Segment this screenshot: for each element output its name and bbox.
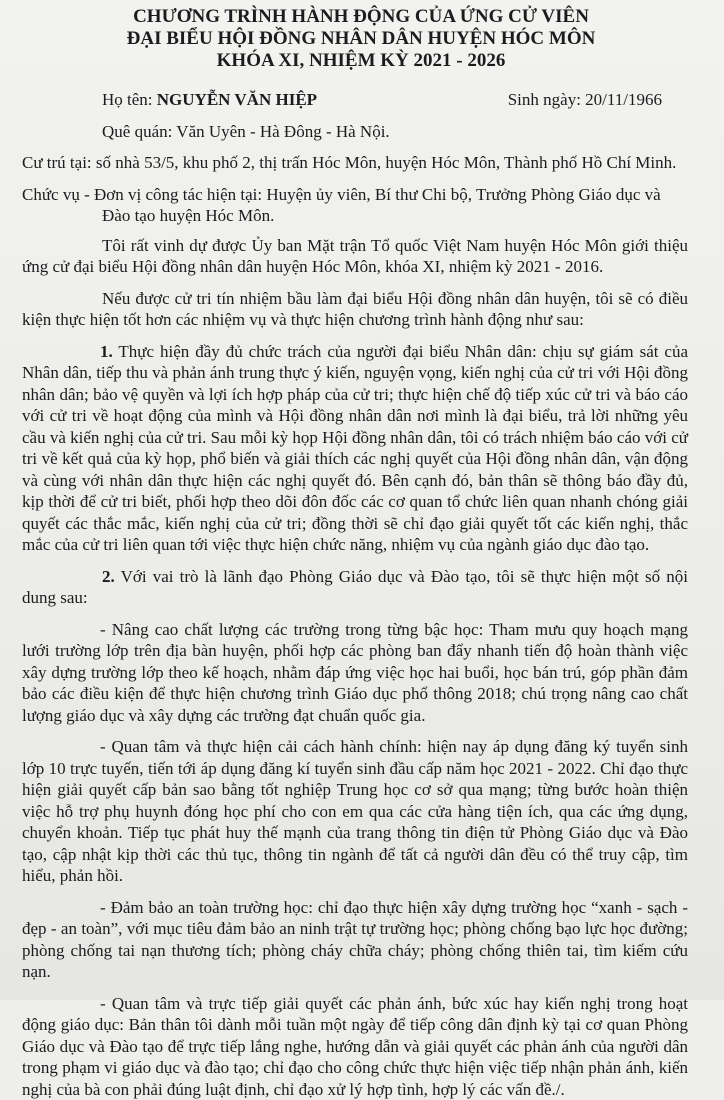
- candidate-info: [102, 89, 688, 227]
- title-line-2: ĐẠI BIỂU HỘI ĐỒNG NHÂN DÂN HUYỆN HÓC MÔN: [34, 28, 688, 50]
- title-line-3: KHÓA XI, NHIỆM KỲ 2021 - 2026: [34, 50, 688, 72]
- residence-line: [22, 152, 688, 174]
- dob-field: [508, 89, 662, 111]
- bullet-paragraph: - Đảm bảo an toàn trường học: chỉ đạo thực hiện xây dựng trường học “xanh - sạch - đẹp - an toàn”, với mục tiêu đảm bảo an ninh trật tự trường học; phòng chống bạo lực học đường; phòng chống tai nạn thương tích; phòng cháy chữa cháy; phòng chống thiên tai, tìm kiếm cứu nạn.: [22, 897, 688, 983]
- bullet-paragraph: - Quan tâm và trực tiếp giải quyết các phản ánh, bức xúc hay kiến nghị trong hoạt động giáo dục: Bản thân tôi dành mỗi tuần một ngày để tiếp công dân định kỳ tại cơ quan Phòng Giáo dục và Đào tạo để trực tiếp lắng nghe, hướng dẫn và giải quyết các phản ánh của người dân trong phạm vi giáo dục và đào tạo; chỉ đạo cho công chức thực hiện việc tiếp nhận phản ánh, kiến nghị của bà con phải đúng luật định, chỉ đạo xử lý hợp tình, hợp lý các vấn đề./.: [22, 993, 688, 1100]
- section-2-text: Với vai trò là lãnh đạo Phòng Giáo dục và Đào tạo, tôi sẽ thực hiện một số nội dung sau:: [22, 567, 688, 608]
- candidate-name: NGUYỄN VĂN HIỆP: [157, 90, 317, 109]
- residence-value: số nhà 53/5, khu phố 2, thị trấn Hóc Môn, huyện Hóc Môn, Thành phố Hồ Chí Minh.: [96, 153, 676, 172]
- section-1-number: 1.: [100, 342, 113, 361]
- section-2: [22, 566, 688, 609]
- intro-paragraph: Tôi rất vinh dự được Ủy ban Mặt trận Tổ quốc Việt Nam huyện Hóc Môn giới thiệu ứng cử đại biểu Hội đồng nhân dân huyện Hóc Môn, khóa XI, nhiệm kỳ 2021 - 2016.: [22, 235, 688, 278]
- name-field: [102, 89, 317, 111]
- residence-label: Cư trú tại:: [22, 153, 96, 172]
- candidate-dob: 20/11/1966: [585, 90, 662, 109]
- hometown-line: [102, 121, 688, 143]
- bullet-paragraph: - Nâng cao chất lượng các trường trong từng bậc học: Tham mưu quy hoạch mạng lưới trường lớp trên địa bàn huyện, phối hợp các phòng ban đẩy nhanh tiến độ hoàn thành việc xây dựng trường lớp theo kế hoạch, nhằm đáp ứng việc học hai buổi, học bán trú, góp phần đảm bảo các điều kiện để thực hiện chương trình Giáo dục phổ thông 2018; chú trọng nâng cao chất lượng giáo dục và xây dựng các trường đạt chuẩn quốc gia.: [22, 619, 688, 727]
- document-body: [22, 235, 688, 1100]
- dob-label: Sinh ngày:: [508, 90, 585, 109]
- position-label: Chức vụ - Đơn vị công tác hiện tại:: [22, 185, 266, 204]
- hometown-label: Quê quán:: [102, 122, 176, 141]
- name-label: Họ tên:: [102, 90, 157, 109]
- name-row: [102, 89, 688, 111]
- position-line: [22, 184, 688, 227]
- position-value: Huyện ủy viên, Bí thư Chi bộ, Trưởng Phòng Giáo dục và Đào tạo huyện Hóc Môn.: [102, 185, 661, 226]
- section-1-text: Thực hiện đầy đủ chức trách của người đại biểu Nhân dân: chịu sự giám sát của Nhân dân, tiếp thu và phản ánh trung thực ý kiến, nguyện vọng, kiến nghị của cử tri với Hội đồng nhân dân; bảo vệ quyền và lợi ích hợp pháp của cử tri; thực hiện chế độ tiếp xúc cử tri và báo cáo với cử tri về hoạt động của mình và Hội đồng nhân dân nơi mình là đại biểu, trả lời những yêu cầu và kiến nghị của cử tri. Sau mỗi kỳ họp Hội đồng nhân dân, tôi có trách nhiệm báo cáo với cử tri về kết quả của kỳ họp, phổ biến và giải thích các nghị quyết của Hội đồng nhân dân, vận động và cùng với nhân dân thực hiện các nghị quyết đó. Bên cạnh đó, bản thân sẽ thông báo đầy đủ, kịp thời để cử tri biết, phối hợp theo dõi đôn đốc các cơ quan tổ chức liên quan nhanh chóng giải quyết các thắc mắc, kiến nghị của cử tri; đồng thời sẽ chỉ đạo giải quyết tốt các kiến nghị, thắc mắc của cử tri liên quan tới việc thực hiện chức năng, nhiệm vụ của ngành giáo dục đào tạo.: [22, 342, 688, 555]
- section-1: [22, 341, 688, 556]
- document-title: [34, 6, 688, 72]
- pledge-paragraph: Nếu được cử tri tín nhiệm bầu làm đại biểu Hội đồng nhân dân huyện, tôi sẽ có điều kiện thực hiện tốt hơn các nhiệm vụ và thực hiện chương trình hành động như sau:: [22, 288, 688, 331]
- title-line-1: CHƯƠNG TRÌNH HÀNH ĐỘNG CỦA ỨNG CỬ VIÊN: [34, 6, 688, 28]
- bullet-paragraph: - Quan tâm và thực hiện cải cách hành chính: hiện nay áp dụng đăng ký tuyển sinh lớp 10 trực tuyến, tiến tới áp dụng đăng kí tuyển sinh đầu cấp năm học 2021 - 2022. Chỉ đạo thực hiện giải quyết cấp bản sao bằng tốt nghiệp Trung học cơ sở qua mạng; từng bước hoàn thiện việc hỗ trợ phụ huynh đóng học phí cho con em qua các cửa hàng tiện ích, qua các ứng dụng, chuyển khoản. Tiếp tục phát huy thế mạnh của trang thông tin điện tử Phòng Giáo dục và Đào tạo, cập nhật kịp thời các thủ tục, thông tin ngành để tất cả người dân đều có thể truy cập, tìm hiểu, phản hồi.: [22, 736, 688, 887]
- hometown-value: Văn Uyên - Hà Đông - Hà Nội.: [176, 122, 389, 141]
- section-2-number: 2.: [102, 567, 115, 586]
